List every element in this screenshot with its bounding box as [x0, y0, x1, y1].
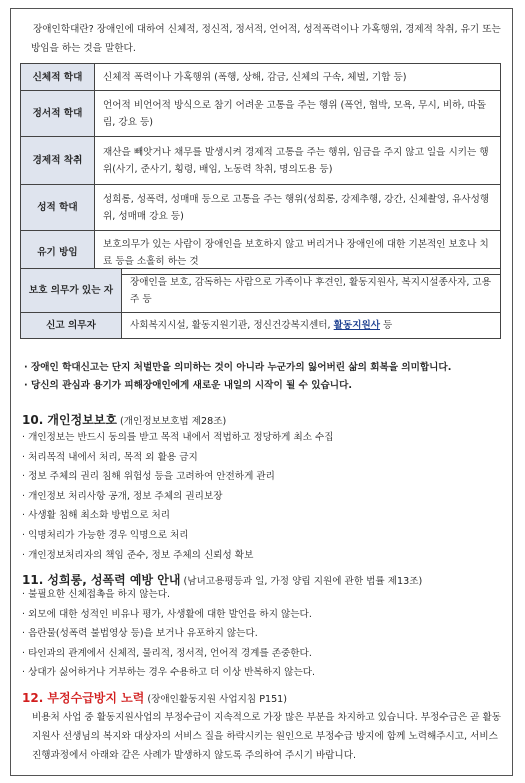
list-item: · 개인정보 처리사항 공개, 정보 주체의 권리보장 — [22, 490, 223, 502]
row-label: 유기 방임 — [21, 231, 95, 275]
row-text-end: 등 — [380, 320, 393, 331]
table-row — [21, 137, 501, 185]
row-text: 장애인을 보호, 감독하는 사람으로 가족이나 후견인, 활동지원사, 복지시설종사자, 고용주 등 — [122, 269, 501, 313]
list-item: · 익명처리가 가능한 경우 익명으로 처리 — [22, 529, 189, 541]
section12-paragraph: 비용처 사업 중 활동지원사업의 부정수급이 지속적으로 가장 많은 부분을 차지하고 있습니다. 부정수급은 곧 활동지원사 선생님의 복지와 대상자의 서비스 질을 하락시키는 원인으로 부정수급 방지에 함께 노력해주시고, 서비스 진행과정에서 아래와 같은 사례가 발생하지 않도록 주의하여 주시기 바랍니다. — [32, 712, 502, 761]
list-item: · 상대가 싫어하거나 거부하는 경우 수용하고 더 이상 반복하지 않는다. — [22, 667, 316, 679]
duty-table — [20, 268, 501, 339]
row-text: 보호의무가 있는 사람이 장애인을 보호하지 않고 버리거나 장애인에 대한 기본적인 보호나 치료 등을 소홀히 하는 것 — [95, 231, 501, 275]
note-item: · 당신의 관심과 용기가 피해장애인에게 새로운 내일의 시작이 될 수 있습니다. — [24, 380, 352, 391]
section10-list — [22, 428, 502, 565]
section10-sub: (개인정보보호법 제28조) — [117, 416, 227, 427]
highlight-text: 활동지원사 — [333, 320, 380, 331]
list-item: · 타인과의 관계에서 신체적, 물리적, 정서적, 언어적 경계를 존중한다. — [22, 647, 312, 659]
section10-heading: 10. 개인정보보호 — [22, 413, 117, 427]
row-text-main: 사회복지시설, 활동지원기관, 정신건강복지센터, — [130, 320, 334, 331]
row-text: 성희롱, 성폭력, 성매매 등으로 고통을 주는 행위(성희롱, 강제추행, 강간, 신체촬영, 유사성행위, 성매매 강요 등) — [95, 185, 501, 231]
note-item: · 장애인 학대신고는 단지 처벌만을 의미하는 것이 아니라 누군가의 잃어버린 삶의 회복을 의미합니다. — [24, 362, 452, 373]
section10-title — [22, 411, 226, 428]
row-label: 성적 학대 — [21, 185, 95, 231]
table-row — [21, 185, 501, 231]
list-item: · 정보 주체의 권리 침해 위험성 등을 고려하여 안전하게 관리 — [22, 471, 275, 483]
list-item: · 사생활 침해 최소화 방법으로 처리 — [22, 510, 171, 522]
intro-paragraph: 장애인학대란? 장애인에 대하여 신체적, 정신적, 정서적, 언어적, 성적폭력이나 가혹행위, 경제적 착취, 유기 또는 방임을 하는 것을 말한다. — [31, 24, 501, 54]
list-item: · 처리목적 내에서 처리, 목적 외 활용 금지 — [22, 451, 198, 463]
section11-heading: 11. 성희롱, 성폭력 예방 안내 — [22, 573, 181, 587]
list-item: · 개인정보처리자의 책임 준수, 정보 주체의 신뢰성 확보 — [22, 549, 254, 561]
row-text — [122, 313, 501, 339]
row-label: 경제적 착취 — [21, 137, 95, 185]
notes — [24, 359, 504, 395]
row-text: 언어적 비언어적 방식으로 참기 어려운 고통을 주는 행위 (폭언, 협박, 모욕, 무시, 비하, 따돌림, 강요 등) — [95, 91, 501, 137]
abuse-type-table — [20, 63, 501, 275]
row-label: 신체적 학대 — [21, 64, 95, 91]
row-text: 신체적 폭력이나 가혹행위 (폭행, 상해, 감금, 신체의 구속, 체벌, 기합 등) — [95, 64, 501, 91]
section11-list — [22, 585, 502, 683]
table-row — [21, 269, 501, 313]
list-item: · 불필요한 신체접촉을 하지 않는다. — [22, 589, 171, 600]
list-item: · 음란물(성폭력 불법영상 등)을 보거나 유포하지 않는다. — [22, 628, 258, 640]
section12-title — [22, 689, 287, 706]
table-row — [21, 64, 501, 91]
row-label: 정서적 학대 — [21, 91, 95, 137]
table-row — [21, 91, 501, 137]
list-item: · 개인정보는 반드시 동의를 받고 목적 내에서 적법하고 정당하게 최소 수집 — [22, 432, 334, 443]
section11-sub: (남녀고용평등과 일, 가정 양립 지원에 관한 법률 제13조) — [180, 576, 423, 587]
row-label: 신고 의무자 — [21, 313, 122, 339]
section12-heading: 12. 부정수급방지 노력 — [22, 691, 145, 705]
row-label: 보호 의무가 있는 자 — [21, 269, 122, 313]
row-text: 재산을 빼앗거나 채무를 발생시켜 경제적 고통을 주는 행위, 임금을 주지 않고 일을 시키는 행위(사기, 준사기, 횡령, 배임, 노동력 착취, 명의도용 등) — [95, 137, 501, 185]
list-item: · 외모에 대한 성적인 비유나 평가, 사생활에 대한 발언을 하지 않는다. — [22, 608, 312, 620]
table-row — [21, 313, 501, 339]
section12-sub: (장애인활동지원 사업지침 P151) — [144, 694, 288, 705]
